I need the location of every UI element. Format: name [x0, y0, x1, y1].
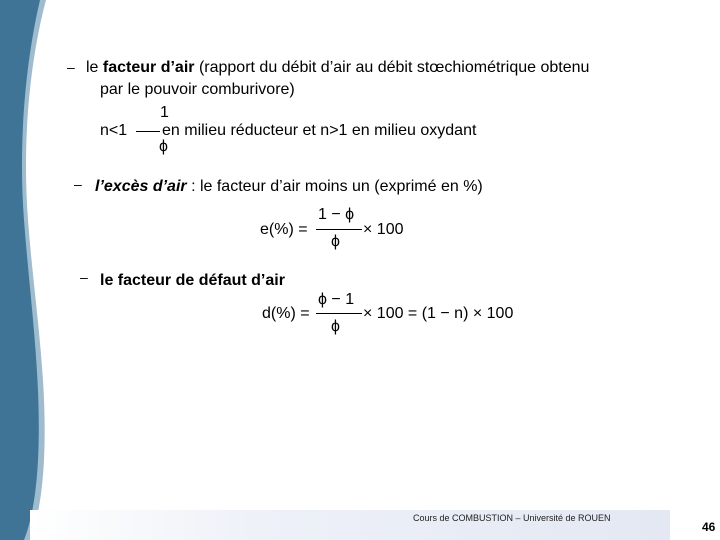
- formula2-denominator: ϕ: [331, 318, 340, 335]
- bullet-marker: –: [67, 59, 75, 75]
- formula2-numerator: ϕ − 1: [318, 291, 355, 308]
- bullet-facteur-air: [86, 58, 589, 78]
- formula1-fraction-bar: [316, 229, 362, 230]
- bullet-marker: –: [80, 269, 88, 285]
- formula1-lhs: e(%) =: [260, 221, 308, 238]
- formula2-rhs: × 100 = (1 − n) × 100: [363, 305, 514, 322]
- term-facteur-air: facteur d’air: [102, 59, 195, 76]
- note-frac-numerator: 1: [160, 104, 169, 121]
- formula1-rhs: × 100: [363, 221, 404, 238]
- bullet-rest: (rapport du débit d’air au débit stœchiométrique obtenu: [194, 59, 590, 76]
- bullet-defaut-air: le facteur de défaut d’air: [100, 272, 285, 289]
- footer-text: Cours de COMBUSTION – Université de ROUEN: [413, 513, 611, 523]
- formula2-lhs: d(%) =: [262, 305, 310, 322]
- formula1-numerator: 1 − ϕ: [318, 206, 355, 223]
- formula2-fraction-bar: [316, 313, 362, 314]
- bullet-exces-air: [95, 177, 483, 197]
- bullet-prefix: le: [86, 59, 103, 76]
- decorative-side-band: [0, 0, 56, 540]
- note-right: en milieu réducteur et n>1 en milieu oxydant: [162, 122, 477, 139]
- bullet-marker: –: [74, 176, 82, 192]
- note-frac-bar: [136, 131, 160, 132]
- page-number: 46: [702, 520, 716, 534]
- term-exces-air: l’excès d’air: [95, 178, 187, 195]
- formula1-denominator: ϕ: [331, 233, 340, 250]
- note-frac-denominator: ϕ: [159, 138, 168, 155]
- bullet-rest: : le facteur d’air moins un (exprimé en %): [186, 178, 483, 195]
- note-left: n<1: [100, 122, 128, 139]
- bullet-facteur-air-line2: par le pouvoir comburivore): [100, 81, 295, 98]
